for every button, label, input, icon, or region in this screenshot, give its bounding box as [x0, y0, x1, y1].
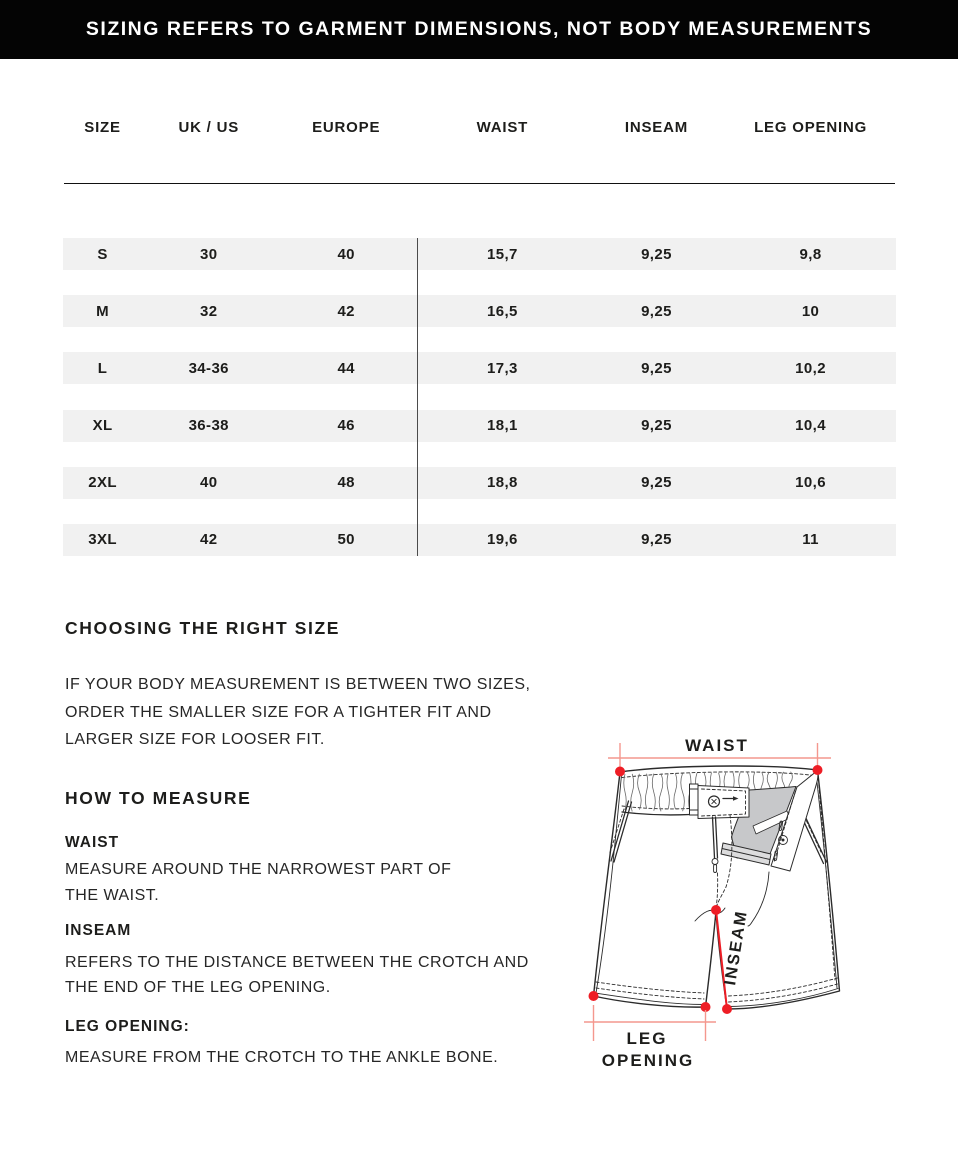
table-header-rule [64, 183, 895, 184]
cell-inseam: 9,25 [641, 417, 672, 435]
cell-leg-opening: 10,6 [795, 474, 826, 492]
waist-point-right [813, 765, 823, 775]
cell-waist: 18,1 [486, 417, 518, 435]
paragraph-line: THE WAIST. [65, 886, 160, 904]
column-header-leg-opening: LEG OPENING [754, 118, 868, 136]
leg-opening-point-outer [589, 991, 599, 1001]
diagram-inseam-label: INSEAM [721, 908, 751, 987]
cell-leg-opening: 10,2 [795, 359, 826, 377]
diagram-leg-label-line2: OPENING [601, 1051, 695, 1070]
cell-inseam: 9,25 [641, 359, 672, 377]
cell-europe: 40 [337, 245, 355, 263]
cell-europe: 44 [337, 359, 355, 377]
shorts-measurement-diagram [565, 725, 955, 1075]
table-row-l [63, 352, 896, 384]
column-header-uk-us: UK / US [178, 118, 240, 136]
cell-leg-opening: 11 [802, 531, 819, 549]
cell-size: 3XL [88, 531, 117, 549]
leg-opening-term: LEG OPENING: [65, 1018, 190, 1035]
cell-size: M [96, 302, 110, 320]
cell-uk-us: 42 [200, 531, 218, 549]
inseam-term: INSEAM [65, 922, 132, 939]
cell-uk-us: 32 [200, 302, 218, 320]
cell-inseam: 9,25 [641, 474, 672, 492]
paragraph-line: MEASURE FROM THE CROTCH TO THE ANKLE BONE. [65, 1049, 499, 1066]
cell-size: 2XL [88, 474, 117, 492]
cell-leg-opening: 10 [801, 302, 820, 320]
column-header-europe: EUROPE [312, 118, 381, 136]
paragraph-line: LARGER SIZE FOR LOOSER FIT. [65, 731, 325, 748]
waist-point-left [615, 767, 625, 777]
column-header-waist: WAIST [476, 118, 529, 136]
table-row-m [63, 295, 896, 327]
cell-size: L [97, 359, 108, 377]
table-row-2xl [63, 467, 896, 499]
cell-inseam: 9,25 [641, 302, 672, 320]
diagram-leg-label-line1: LEG [626, 1029, 668, 1048]
cell-size: S [97, 245, 108, 263]
size-table-header [63, 112, 896, 142]
diagram-waist-label: WAIST [685, 736, 749, 755]
choosing-size-heading: CHOOSING THE RIGHT SIZE [65, 618, 341, 638]
waist-description [65, 857, 451, 908]
cell-inseam: 9,25 [641, 245, 672, 263]
how-to-measure-heading: HOW TO MEASURE [65, 788, 252, 808]
table-row-xl [63, 410, 896, 442]
column-header-size: SIZE [84, 118, 121, 136]
table-row-3xl [63, 524, 896, 556]
inseam-description [65, 951, 529, 1000]
column-header-inseam: INSEAM [624, 118, 689, 136]
choosing-size-paragraph [65, 671, 530, 754]
paragraph-line: ORDER THE SMALLER SIZE FOR A TIGHTER FIT AND [65, 703, 492, 721]
cell-size: XL [92, 417, 113, 435]
shorts-technical-drawing [565, 725, 955, 1075]
cell-europe: 50 [337, 531, 355, 549]
cell-europe: 42 [337, 302, 355, 320]
cell-waist: 18,8 [486, 474, 518, 492]
cell-inseam: 9,25 [641, 531, 672, 549]
paragraph-line: THE END OF THE LEG OPENING. [65, 978, 331, 996]
table-row-s [63, 238, 896, 270]
paragraph-line: REFERS TO THE DISTANCE BETWEEN THE CROTCH AND [65, 954, 529, 971]
cell-leg-opening: 9,8 [799, 245, 822, 263]
cell-uk-us: 36-38 [188, 417, 229, 435]
cell-europe: 48 [337, 474, 355, 492]
cell-waist: 17,3 [486, 359, 518, 377]
cell-waist: 19,6 [486, 531, 518, 549]
size-table-body [63, 238, 896, 581]
table-column-divider [417, 238, 418, 556]
waist-term: WAIST [65, 834, 120, 851]
paragraph-line: MEASURE AROUND THE NARROWEST PART OF [65, 861, 452, 878]
cell-uk-us: 30 [200, 245, 218, 263]
flap-eyelet-center [782, 839, 785, 842]
cell-leg-opening: 10,4 [795, 417, 826, 435]
crotch-point [711, 905, 721, 915]
cell-waist: 15,7 [486, 245, 518, 263]
cell-waist: 16,5 [486, 302, 518, 320]
leg-opening-description [65, 1046, 498, 1071]
disclaimer-banner [0, 0, 958, 59]
cell-europe: 46 [337, 417, 355, 435]
cell-uk-us: 40 [200, 474, 218, 492]
inseam-hem-point [722, 1004, 732, 1014]
paragraph-line: IF YOUR BODY MEASUREMENT IS BETWEEN TWO SIZES, [65, 676, 531, 693]
cell-uk-us: 34-36 [188, 359, 229, 377]
disclaimer-text: SIZING REFERS TO GARMENT DIMENSIONS, NOT BODY MEASUREMENTS [85, 18, 873, 40]
